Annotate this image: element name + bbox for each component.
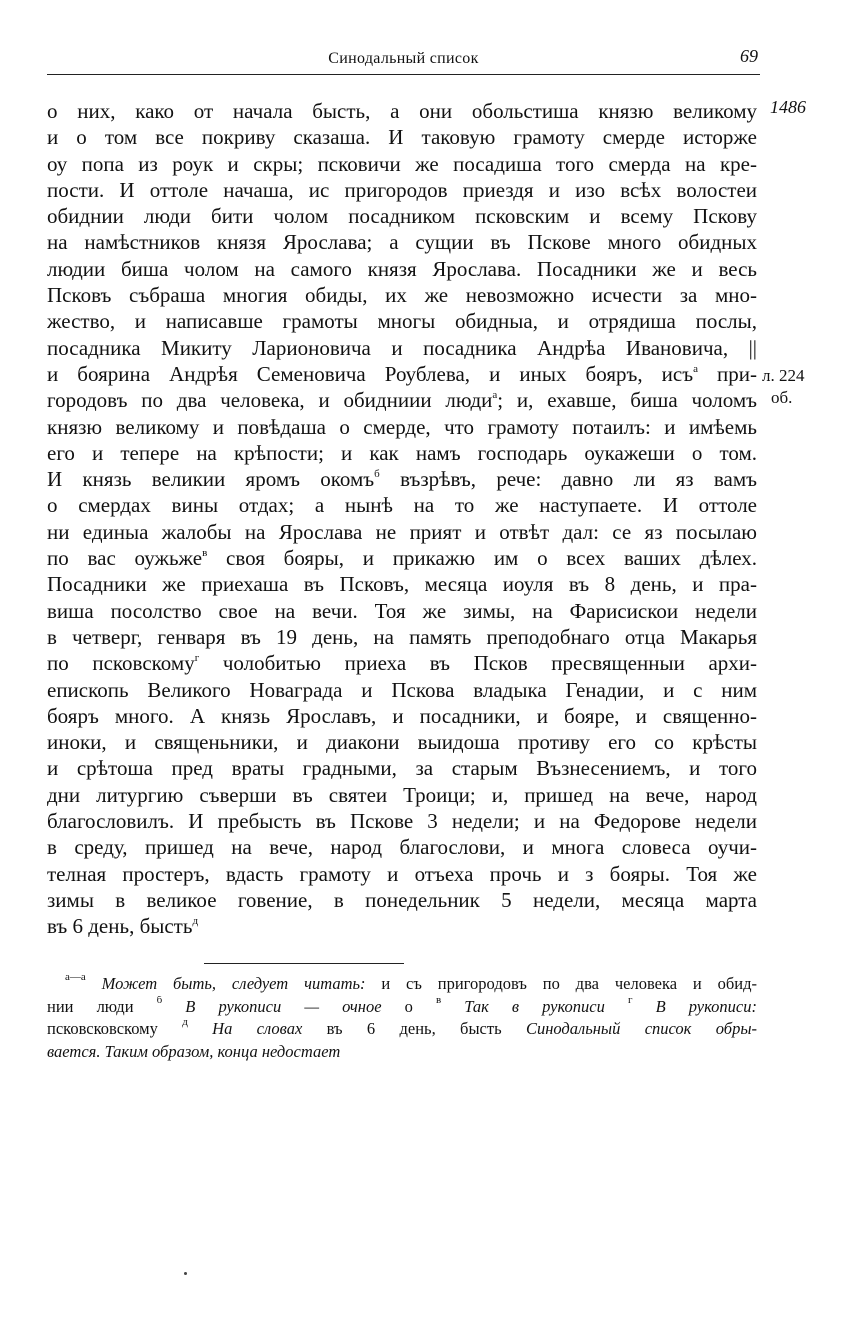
text-segment: оу попа из роук и скры; псковичи же посадиша того смерда на кре- xyxy=(47,151,757,176)
text-segment: и о том все покриву сказаша. И таковую грамоту смерде исторже xyxy=(47,125,757,150)
text-line xyxy=(47,677,757,703)
text-segment: бояръ много. А князь Ярославъ, и посадники, и бояре, и священно- xyxy=(47,703,757,728)
text-segment: пости. И оттоле начаша, ис пригородов приездя и изо всѣх волостеи xyxy=(47,177,757,202)
text-line xyxy=(47,545,757,571)
text-line xyxy=(47,808,757,834)
text-line xyxy=(47,387,757,413)
text-line xyxy=(47,361,757,387)
text-segment: и боярина Андрѣя Семеновича Роублева, и иных бояръ, исъ xyxy=(47,361,694,386)
text-line xyxy=(47,650,757,676)
text-segment: телная простеръ, вдасть грамоту и отъеха прочь и з бояры. Тоя же xyxy=(47,861,757,886)
footnote-marker: а—а xyxy=(65,973,86,983)
footnote-marker: а xyxy=(693,362,698,375)
footnote-text: о xyxy=(381,996,436,1016)
text-segment: възрѣвъ, рече: давно ли яз вамъ xyxy=(379,467,757,492)
editorial-note: В рукописи — очное xyxy=(162,996,382,1016)
text-segment: городовъ по два человека, и обидниии люди xyxy=(47,388,493,413)
running-title: Синодальный список xyxy=(328,50,479,67)
text-segment: князю великому и повѣдаша о смерде, что грамоту потаилъ: и имѣемь xyxy=(47,414,757,439)
text-line xyxy=(47,203,757,229)
text-segment: при- xyxy=(697,361,757,386)
footnote-text: и съ пригородовъ по два человека и обид- xyxy=(365,974,757,993)
text-line xyxy=(47,124,757,150)
text-segment: на намѣстников князя Ярослава; а сущии въ Пскове много обидных xyxy=(47,230,757,255)
footnote-text: псковсковскому xyxy=(47,1019,183,1038)
text-segment: Псковъ събраша многия обиды, их же невозможно исчести за мно- xyxy=(47,283,757,308)
text-line xyxy=(47,492,757,518)
paper-speck xyxy=(184,1272,187,1275)
editorial-note: Синодальный список обры- xyxy=(525,1019,757,1038)
text-line xyxy=(47,414,757,440)
footnote-divider xyxy=(204,963,404,964)
text-segment: о них, како от начала бысть, а они обольстиша князю великому xyxy=(47,99,757,123)
footnote-line xyxy=(47,1018,757,1041)
text-segment: и срѣтоша пред враты градными, за старым Възнесениемъ, и того xyxy=(47,756,757,781)
footnotes xyxy=(47,973,757,1063)
text-segment: в четверг, генваря въ 19 день, на память преподобнаго отца Макарья xyxy=(47,624,757,649)
text-line xyxy=(47,256,757,282)
text-line xyxy=(47,834,757,860)
text-segment: о смердах вины отдах; а нынѣ на то же наступаете. И оттоле xyxy=(47,493,757,518)
footnote-line xyxy=(47,996,757,1019)
text-line xyxy=(47,598,757,624)
margin-leaf-reference: л. 224 xyxy=(762,366,805,385)
text-segment: ; и, ехавше, биша чоломъ xyxy=(497,388,757,413)
text-line xyxy=(47,335,757,361)
text-line xyxy=(47,308,757,334)
main-text xyxy=(47,98,757,940)
footnote-marker: г xyxy=(627,995,633,1006)
footnote-marker: в xyxy=(202,547,208,560)
text-line xyxy=(47,98,757,124)
text-segment: благословилъ. И пребысть въ Пскове 3 недели; и на Федорове недели xyxy=(47,809,757,834)
text-line xyxy=(47,861,757,887)
text-segment: по вас оужьже xyxy=(47,546,203,571)
text-segment: чолобитью приеха въ Псков пресвященныи архи- xyxy=(199,651,757,676)
text-line xyxy=(47,571,757,597)
running-header xyxy=(47,46,760,75)
margin-leaf-verso: об. xyxy=(771,388,793,407)
text-line xyxy=(47,782,757,808)
text-segment: его и тепере на крѣпости; и как намъ господарь оукажеши о том. xyxy=(47,440,757,465)
text-segment: посадника Микиту Ларионовича и посадника Андрѣа Ивановича, || xyxy=(47,335,757,360)
margin-year: 1486 xyxy=(770,97,806,117)
text-segment: ни единыа жалобы на Ярослава не прият и отвѣт дал: се яз посылаю xyxy=(47,519,757,544)
footnote-marker: а xyxy=(492,389,498,402)
text-line xyxy=(47,440,757,466)
text-line xyxy=(47,177,757,203)
text-segment: виша посолство свое на вечи. Тоя же зимы, на Фарисискои недели xyxy=(47,598,757,623)
text-segment: жество, и написавше грамоты многы обидныа, и отрядиша послы, xyxy=(47,309,757,334)
text-line xyxy=(47,913,757,939)
text-segment: по псковскому xyxy=(47,651,195,676)
text-segment: в среду, пришед на вече, народ благослови, и многа словеса оучи- xyxy=(47,835,757,860)
editorial-note: Так в рукописи xyxy=(441,996,628,1016)
text-segment: зимы в великое говение, в понедельник 5 недели, месяца марта xyxy=(47,887,757,912)
text-segment: въ 6 день, бысть xyxy=(47,914,193,939)
text-line xyxy=(47,151,757,177)
text-line xyxy=(47,519,757,545)
text-line xyxy=(47,624,757,650)
text-segment: И князь великии яромъ окомъ xyxy=(47,467,375,492)
footnote-marker: г xyxy=(194,652,200,665)
text-segment: Посадники же приехаша въ Псковъ, месяца иоуля въ 8 день, и пра- xyxy=(47,572,757,597)
text-line xyxy=(47,755,757,781)
footnote-text: въ 6 день, бысть xyxy=(302,1019,526,1038)
text-segment: епископь Великого Новаграда и Пскова владыка Генадии, и с ним xyxy=(47,677,757,702)
text-line xyxy=(47,703,757,729)
text-segment: дни литургию съверши въ святеи Троици; и, пришед на вече, народ xyxy=(47,782,757,807)
editorial-note: В рукописи: xyxy=(632,996,757,1016)
footnote-marker: д xyxy=(182,1018,188,1028)
editorial-note: Может быть, следует читать: xyxy=(85,974,366,993)
text-line xyxy=(47,887,757,913)
footnote-marker: б xyxy=(374,468,380,481)
footnote-marker: в xyxy=(435,995,442,1006)
text-line xyxy=(47,229,757,255)
editorial-note: На словах xyxy=(187,1019,303,1038)
text-line xyxy=(47,466,757,492)
editorial-note: вается. Таким образом, конца недостает xyxy=(47,1041,341,1061)
text-line xyxy=(47,729,757,755)
footnote-marker: б xyxy=(156,995,163,1006)
text-line xyxy=(47,282,757,308)
text-segment: обиднии люди бити чолом посадником псковским и всему Пскову xyxy=(47,204,757,229)
text-segment: своя бояры, и прикажю им о всех ваших дѣлех. xyxy=(207,546,757,571)
text-segment: иноки, и священьники, и диакони выидоша противу его со крѣсты xyxy=(47,730,757,755)
footnote-text: нии люди xyxy=(47,996,157,1016)
page-number: 69 xyxy=(740,46,758,66)
footnote-marker: д xyxy=(192,915,199,928)
text-segment: людии биша чолом на самого князя Ярослава. Посадники же и весь xyxy=(47,256,757,281)
footnote-line xyxy=(47,1041,757,1064)
footnote-line xyxy=(47,973,757,996)
